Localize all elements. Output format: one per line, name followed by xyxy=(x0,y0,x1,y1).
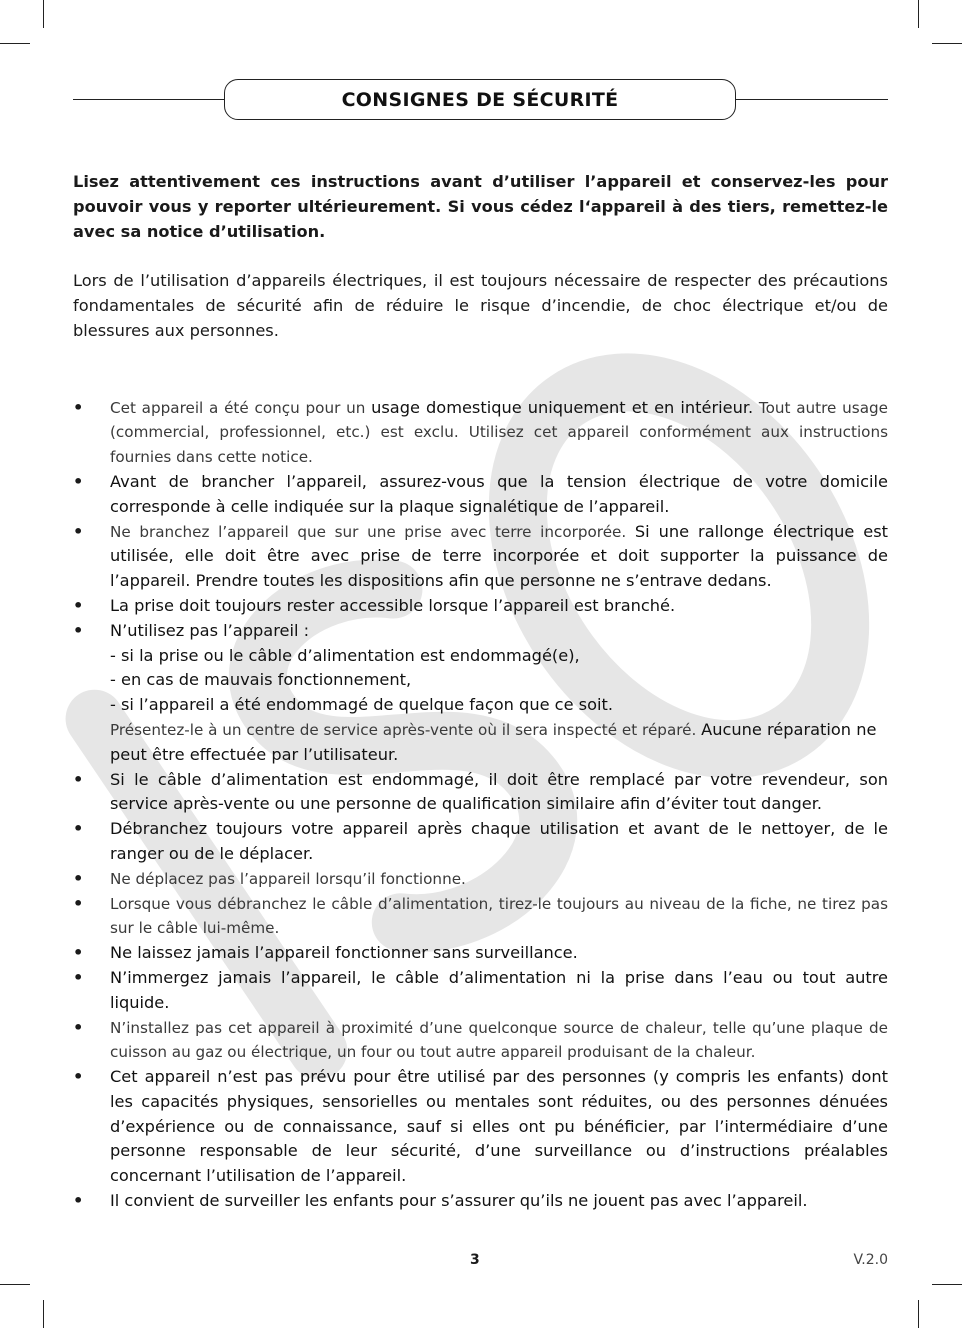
list-item xyxy=(73,1065,888,1189)
list-item-text: Présentez-le à un centre de service après-vente où il sera inspecté et réparé. xyxy=(110,720,702,739)
bullet-marker: • xyxy=(73,620,84,640)
list-item-text: N’installez pas cet appareil à proximité d’une quelconque source de chaleur, telle qu’une plaque de cuisson au gaz ou électrique, un four ou tout autre appareil produisant de la chaleur. xyxy=(110,1018,888,1062)
crop-mark-bottom-left-h xyxy=(0,1284,30,1285)
list-item xyxy=(73,396,888,470)
safety-list xyxy=(73,396,888,1214)
crop-mark-bottom-right-h xyxy=(932,1284,962,1285)
bullet-marker: • xyxy=(73,967,84,987)
list-item-subline: - si la prise ou le câble d’alimentation est endommagé(e), xyxy=(110,645,580,665)
crop-mark-top-left-v xyxy=(43,0,44,28)
list-item xyxy=(73,941,888,966)
list-item-text: Ne déplacez pas l’appareil lorsqu’il fonctionne. xyxy=(110,869,466,888)
list-item xyxy=(73,892,888,942)
bullet-marker: • xyxy=(73,1067,84,1087)
list-item xyxy=(73,619,888,768)
list-item-text: Cet appareil n’est pas prévu pour être utilisé par des personnes (y compris les enfants) dont les capacités physiques, sensorielles ou mentales sont réduites, ou des personnes dénuées d’expérience ou de connaissance, sauf si elles ont pu bénéficier, par l’intermédiaire d’une personne responsable de leur sécurité, d’une surveillance ou d’instructions préalables concernant l’utilisation de l’appareil. xyxy=(110,1067,888,1186)
bullet-marker: • xyxy=(73,595,84,615)
page-title: CONSIGNES DE SÉCURITÉ xyxy=(341,88,619,111)
list-item xyxy=(73,594,888,619)
bullet-marker: • xyxy=(73,521,84,541)
list-item-text: Si le câble d’alimentation est endommagé, il doit être remplacé par votre revendeur, son service après-vente ou une personne de qualification similaire afin d’éviter tout danger. xyxy=(110,769,888,814)
list-item-text: Ne laissez jamais l’appareil fonctionner sans surveillance. xyxy=(110,943,578,963)
list-item-text: Tout autre usage (commercial, professionnel, etc.) est exclu. Utilisez cet appareil conformément aux instructions fournies dans cette notice. xyxy=(110,398,888,467)
bullet-marker: • xyxy=(73,893,84,913)
list-item xyxy=(73,470,888,520)
crop-mark-top-right-h xyxy=(932,43,962,44)
header-rule-right xyxy=(735,99,888,100)
crop-mark-bottom-right-v xyxy=(918,1300,919,1328)
crop-mark-top-right-v xyxy=(918,0,919,28)
list-item-text: Il convient de surveiller les enfants pour s’assurer qu’ils ne jouent pas avec l’appareil. xyxy=(110,1191,808,1211)
list-item xyxy=(73,768,888,818)
list-item-text: Lorsque vous débranchez le câble d’alimentation, tirez-le toujours au niveau de la fiche, ne tirez pas sur le câble lui-même. xyxy=(110,894,888,938)
list-item-text: Ne branchez l’appareil que sur une prise avec terre incorporée. xyxy=(110,522,635,541)
list-item-subline: - si l’appareil a été endommagé de quelque façon que ce soit. xyxy=(110,695,614,715)
list-item-text: Avant de brancher l’appareil, assurez-vous que la tension électrique de votre domicile corresponde à celle indiquée sur la plaque signalétique de l’appareil. xyxy=(110,471,888,516)
list-item-emphasis: Aucune réparation ne peut être effectuée par l’utilisateur. xyxy=(110,719,877,764)
intro-bold-paragraph: Lisez attentivement ces instructions avant d’utiliser l’appareil et conservez-les pour pouvoir vous y reporter ultérieurement. Si vous cédez l‘appareil à des tiers, remettez-le avec sa notice d’utilisation. xyxy=(73,172,888,241)
list-item-text: N’utilisez pas l’appareil : xyxy=(110,620,310,640)
bullet-marker: • xyxy=(73,819,84,839)
bullet-marker: • xyxy=(73,868,84,888)
bullet-marker: • xyxy=(73,471,84,491)
list-item-subline: - en cas de mauvais fonctionnement, xyxy=(110,670,412,690)
intro-paragraph: Lors de l’utilisation d’appareils électriques, il est toujours nécessaire de respecter des précautions fondamentales de sécurité afin de réduire le risque d’incendie, de choc électrique et/ou de blessures aux personnes. xyxy=(73,271,888,340)
bullet-marker: • xyxy=(73,1191,84,1211)
page-number: 3 xyxy=(470,1252,480,1268)
version-label: V.2.0 xyxy=(853,1252,888,1268)
list-item-emphasis: usage domestique uniquement et en intérieur. xyxy=(371,397,754,417)
list-item xyxy=(73,867,888,892)
bullet-marker: • xyxy=(73,943,84,963)
header-rule-left xyxy=(73,99,225,100)
list-item xyxy=(73,966,888,1016)
bullet-marker: • xyxy=(73,1017,84,1037)
list-item-emphasis: Si une rallonge électrique est utilisée, elle doit être avec prise de terre incorporée et doit supporter la puissance de l’appareil. Prendre toutes les dispositions afin que personne ne s’entrave dedans. xyxy=(110,521,888,591)
crop-mark-bottom-left-v xyxy=(43,1300,44,1328)
list-item xyxy=(73,1189,888,1214)
list-item xyxy=(73,817,888,867)
list-item-text: Débranchez toujours votre appareil après chaque utilisation et avant de le nettoyer, de le ranger ou de le déplacer. xyxy=(110,819,888,863)
main-content xyxy=(73,170,888,1214)
bullet-marker: • xyxy=(73,397,84,417)
list-item-text: La prise doit toujours rester accessible lorsque l’appareil est branché. xyxy=(110,595,676,615)
list-item-text: N’immergez jamais l’appareil, le câble d’alimentation ni la prise dans l’eau ou tout autre liquide. xyxy=(110,967,888,1012)
bullet-marker: • xyxy=(73,769,84,789)
list-item xyxy=(73,1016,888,1066)
list-item-text: Cet appareil a été conçu pour un xyxy=(110,398,372,417)
crop-mark-top-left-h xyxy=(0,43,30,44)
list-item xyxy=(73,520,888,594)
title-box xyxy=(224,79,736,120)
